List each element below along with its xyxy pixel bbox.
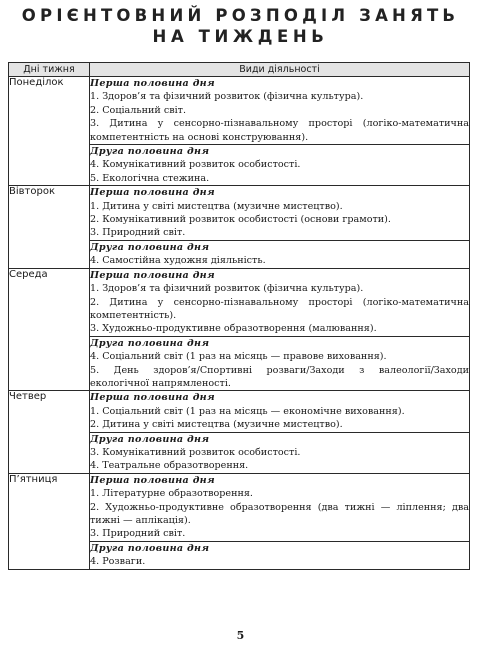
table-header-row xyxy=(9,63,470,77)
page-number: 5 xyxy=(236,629,245,642)
first-half-label: Перша половина дня xyxy=(90,392,215,404)
activity-item: 3. Природний світ. xyxy=(90,227,186,239)
day-name: П’ятниця xyxy=(9,473,90,569)
weekly-schedule-table xyxy=(8,62,470,570)
activity-item: 4. Комунікативний розвиток особистості. xyxy=(90,159,301,171)
second-half-cell xyxy=(90,240,470,268)
first-half-cell xyxy=(90,186,470,241)
header-days: Дні тижня xyxy=(9,63,90,77)
table-body xyxy=(9,77,470,570)
activity-item: 1. Дитина у світі мистецтва (музичне мистецтво). xyxy=(90,200,343,212)
activity-item: 2. Соціальний світ. xyxy=(90,104,187,116)
activity-item: 1. Літературне образотворення. xyxy=(90,488,253,500)
table-row xyxy=(9,473,470,541)
page-title-line-1: ОРІЄНТОВНИЙ РОЗПОДІЛ ЗАНЯТЬ xyxy=(21,6,460,25)
activity-item: 5. Екологічна стежина. xyxy=(90,172,210,184)
second-half-label: Друга половина дня xyxy=(90,241,210,253)
activity-item: 2. Художньо-продуктивне образотворення (два тижні — ліплення; два тижні — аплікація). xyxy=(90,501,469,526)
day-name: Понеділок xyxy=(9,77,90,186)
first-half-label: Перша половина дня xyxy=(90,269,215,281)
first-half-cell xyxy=(90,473,470,541)
day-name: Вівторок xyxy=(9,186,90,268)
header-activities: Види діяльності xyxy=(90,63,470,77)
first-half-label: Перша половина дня xyxy=(90,474,215,486)
activity-item: 3. Художньо-продуктивне образотворення (малювання). xyxy=(90,323,377,335)
activity-item: 2. Дитина у сенсорно-пізнавальному просторі (логіко-математична компетентність). xyxy=(90,296,469,321)
activity-item: 3. Комунікативний розвиток особистості. xyxy=(90,446,301,458)
second-half-cell xyxy=(90,432,470,473)
first-half-cell xyxy=(90,77,470,145)
activity-item: 2. Комунікативний розвиток особистості (основи грамоти). xyxy=(90,214,391,226)
activity-item: 5. День здоров’я/Спортивні розваги/Заходи з валеології/Заходи екологічної напрямленості. xyxy=(90,364,469,389)
first-half-cell xyxy=(90,391,470,432)
activity-item: 1. Соціальний світ (1 раз на місяць — економічне виховання). xyxy=(90,405,405,417)
activity-item: 1. Здоров’я та фізичний розвиток (фізична культура). xyxy=(90,91,364,103)
table-row xyxy=(9,391,470,432)
activity-item: 1. Здоров’я та фізичний розвиток (фізична культура). xyxy=(90,283,364,295)
second-half-label: Друга половина дня xyxy=(90,337,210,349)
first-half-label: Перша половина дня xyxy=(90,78,215,89)
second-half-label: Друга половина дня xyxy=(90,542,210,554)
activity-item: 4. Театральне образотворення. xyxy=(90,460,249,472)
activity-item: 3. Природний світ. xyxy=(90,528,186,540)
activity-item: 4. Самостійна художня діяльність. xyxy=(90,255,266,267)
second-half-cell xyxy=(90,145,470,186)
activity-item: 3. Дитина у сенсорно-пізнавальному просторі (логіко-математична компетентність на основі конструювання). xyxy=(90,118,469,143)
first-half-cell xyxy=(90,268,470,336)
second-half-label: Друга половина дня xyxy=(90,433,210,445)
table-row xyxy=(9,268,470,336)
page-title-line-2: НА ТИЖДЕНЬ xyxy=(152,27,329,46)
table-row xyxy=(9,186,470,241)
table-row xyxy=(9,77,470,145)
day-name: Середа xyxy=(9,268,90,391)
activity-item: 2. Дитина у світі мистецтва (музичне мистецтво). xyxy=(90,419,343,431)
day-name: Четвер xyxy=(9,391,90,473)
first-half-label: Перша половина дня xyxy=(90,187,215,199)
second-half-cell xyxy=(90,336,470,391)
activity-item: 4. Соціальний світ (1 раз на місяць — правове виховання). xyxy=(90,351,387,363)
activity-item: 4. Розваги. xyxy=(90,556,146,568)
second-half-cell xyxy=(90,541,470,569)
second-half-label: Друга половина дня xyxy=(90,146,210,158)
